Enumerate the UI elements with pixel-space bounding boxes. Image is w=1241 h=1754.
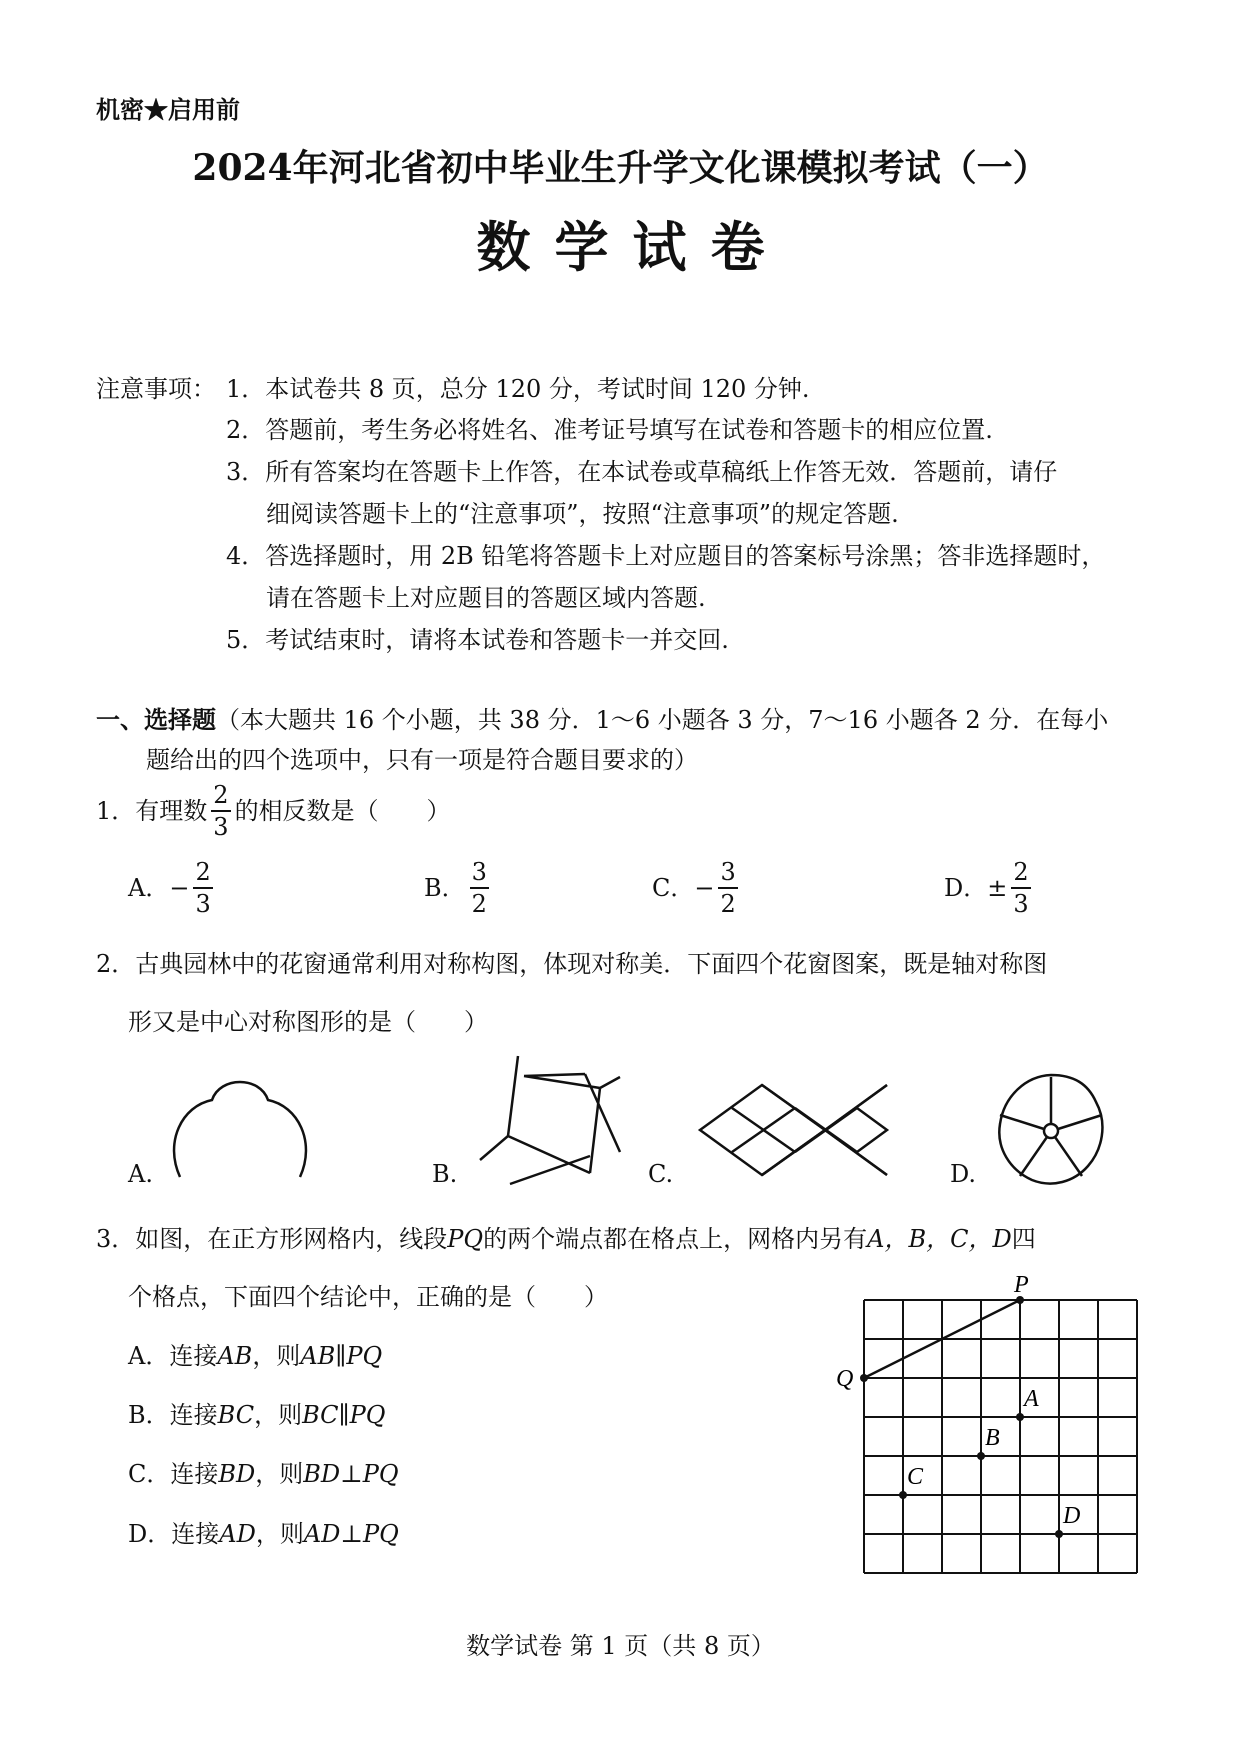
q3-option-b[interactable]: B．连接BC，则BC∥PQ <box>128 1401 386 1429</box>
q3-option-c[interactable]: C．连接BD，则BD⊥PQ <box>128 1460 399 1488</box>
label-b: B <box>985 1425 1000 1451</box>
q2-figure-b <box>470 1052 630 1192</box>
point-c <box>899 1491 907 1499</box>
label-p: P <box>1014 1272 1029 1298</box>
q3-line-2: 个格点，下面四个结论中，正确的是（ ） <box>128 1283 608 1311</box>
q2-figure-a <box>160 1062 320 1180</box>
section1-heading-line <box>96 700 1108 735</box>
notice-label: 注意事项： <box>96 375 216 403</box>
q1-option-c[interactable]: C．− $\frac{3}{2}$ <box>652 858 736 918</box>
q2-option-a-label[interactable]: A. <box>128 1160 153 1188</box>
q2-option-b-label[interactable]: B. <box>432 1160 458 1188</box>
notice-item-1: 1．本试卷共 8 页，总分 120 分，考试时间 120 分钟. <box>226 375 810 403</box>
q1-stem <box>96 783 451 839</box>
point-a <box>1016 1413 1024 1421</box>
q3-grid-figure <box>830 1270 1160 1580</box>
point-d <box>1055 1530 1063 1538</box>
point-b <box>977 1452 985 1460</box>
q2-option-d-label[interactable]: D. <box>950 1160 977 1188</box>
notice-item-2: 2．答题前，考生务必将姓名、准考证号填写在试卷和答题卡的相应位置. <box>226 416 993 444</box>
secret-mark: 机密★启用前 <box>96 95 240 124</box>
label-d: D <box>1063 1503 1081 1529</box>
notice-item-3-cont: 细阅读答题卡上的“注意事项”，按照“注意事项”的规定答题. <box>266 500 899 528</box>
label-a: A <box>1024 1386 1039 1412</box>
notice-item-3: 3．所有答案均在答题卡上作答，在本试卷或草稿纸上作答无效．答题前，请仔 <box>226 458 1058 486</box>
notice-item-4-cont: 请在答题卡上对应题目的答题区域内答题. <box>266 584 706 612</box>
q3-option-a[interactable]: A．连接AB，则AB∥PQ <box>128 1342 383 1370</box>
q1-option-b[interactable]: B． $\frac{3}{2}$ <box>424 858 487 918</box>
section1-heading: 一、选择题 <box>96 705 216 734</box>
point-q <box>860 1374 868 1382</box>
subject-title: 数学试卷 <box>476 215 789 279</box>
q2-line-2: 形又是中心对称图形的是（ ） <box>128 1008 488 1036</box>
q1-prefix: 1．有理数 <box>96 797 208 825</box>
section1-desc-1: （本大题共 16 个小题，共 38 分．1～6 小题各 3 分，7～16 小题各 2 分．在每小 <box>216 706 1109 734</box>
q1-option-d[interactable]: D．± $\frac{2}{3}$ <box>944 858 1029 918</box>
exam-title: 2024年河北省初中毕业生升学文化课模拟考试（一） <box>192 147 1049 189</box>
notice-item-5: 5．考试结束时，请将本试卷和答题卡一并交回. <box>226 626 729 654</box>
label-q: Q <box>836 1366 854 1392</box>
q2-figure-c <box>695 1080 895 1180</box>
q2-figure-d <box>992 1072 1110 1190</box>
q2-option-c-label[interactable]: C. <box>648 1160 674 1188</box>
q1-suffix: 的相反数是（ ） <box>234 797 451 825</box>
notice-item-4: 4．答选择题时，用 2B 铅笔将答题卡上对应题目的答案标号涂黑；答非选择题时， <box>226 542 1106 570</box>
q1-option-a[interactable]: A．− $\frac{2}{3}$ <box>128 858 211 918</box>
q1-fraction: $\frac{2}{3}$ <box>213 781 229 841</box>
q3-option-d[interactable]: D．连接AD，则AD⊥PQ <box>128 1520 399 1548</box>
section1-desc-2: 题给出的四个选项中，只有一项是符合题目要求的） <box>146 746 698 774</box>
label-c: C <box>907 1464 924 1490</box>
page-footer: 数学试卷 第 1 页（共 8 页） <box>466 1632 775 1660</box>
q2-line-1: 2．古典园林中的花窗通常利用对称构图，体现对称美．下面四个花窗图案，既是轴对称图 <box>96 950 1048 978</box>
q3-line-1: 3．如图，在正方形网格内，线段PQ的两个端点都在格点上，网格内另有A，B，C，D四 <box>96 1225 1036 1253</box>
